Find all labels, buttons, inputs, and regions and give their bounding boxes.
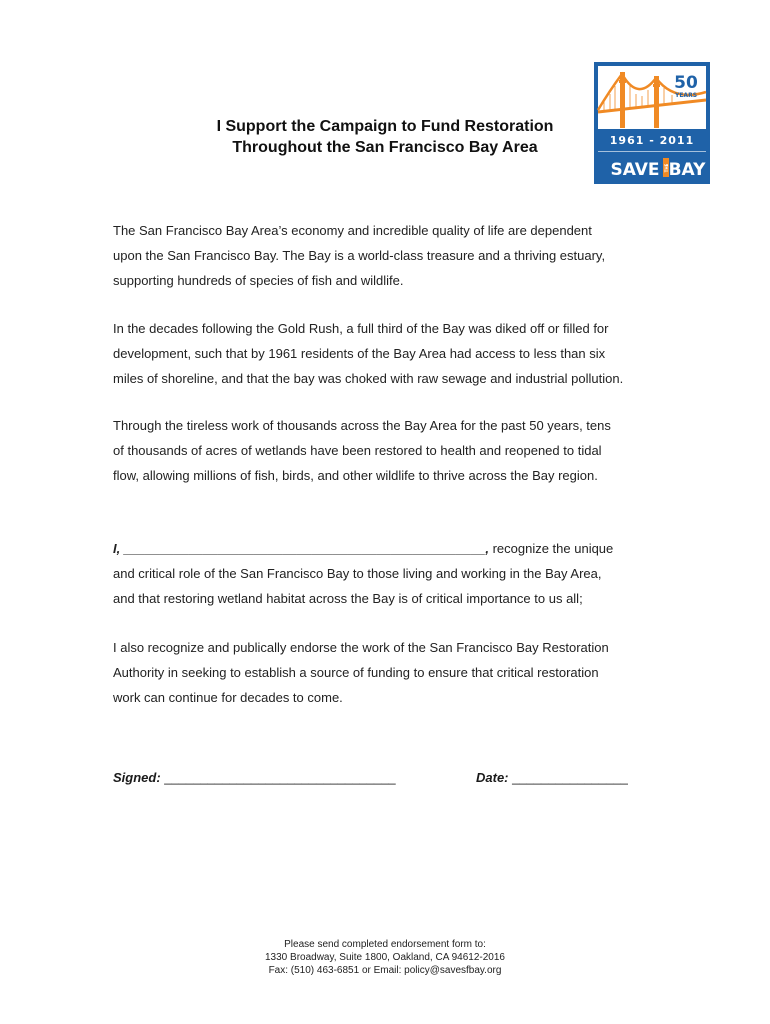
paragraph-line: and critical role of the San Francisco Bay to those living and working in the Bay Area, [113,566,602,581]
paragraph-line: upon the San Francisco Bay. The Bay is a world-class treasure and a thriving estuary, [113,248,606,263]
paragraph-line: development, such that by 1961 residents of the Bay Area had access to less than six [113,346,606,361]
paragraph-economy [113,218,673,293]
brand-bay: BAY [668,160,706,180]
paragraph-line: miles of shoreline, and that the bay was choked with raw sewage and industrial pollution. [113,371,624,386]
paragraph-line: In the decades following the Gold Rush, a full third of the Bay was diked off or filled for [113,321,609,336]
paragraph-pledge [113,536,673,611]
paragraph-line: I also recognize and publically endorse the work of the San Francisco Bay Restoration [113,640,609,655]
footer-line: Please send completed endorsement form to: [284,939,486,950]
footer-contact [0,938,770,977]
footer-fax-email: Fax: (510) 463-6851 or Email: policy@savesfbay.org [268,965,502,976]
paragraph-line: Authority in seeking to establish a source of funding to ensure that critical restoration [113,665,599,680]
paragraph-endorsement [113,635,673,710]
paragraph-line: supporting hundreds of species of fish and wildlife. [113,273,404,288]
badge-number: 50 [674,73,698,93]
brand-the: THE [664,163,669,173]
signature-field[interactable]: ________________________________ [164,770,396,785]
footer-address: 1330 Broadway, Suite 1800, Oakland, CA 94612-2016 [265,952,505,963]
paragraph-line: and that restoring wetland habitat across the Bay is of critical importance to us all; [113,591,583,606]
paragraph-line: recognize the unique [488,541,614,556]
paragraph-restoration [113,413,673,488]
paragraph-line: work can continue for decades to come. [113,690,343,705]
paragraph-line: The San Francisco Bay Area’s economy and incredible quality of life are dependent [113,223,592,238]
name-fill-in-field[interactable]: I, __________________________________________________, [113,541,489,556]
paragraph-line: of thousands of acres of wetlands have been restored to health and reopened to tidal [113,443,602,458]
paragraph-history [113,316,673,391]
badge-word: YEARS [674,92,698,99]
paragraph-line: flow, allowing millions of fish, birds, and other wildlife to thrive across the Bay region. [113,468,598,483]
save-the-bay-logo [594,62,710,184]
paragraph-line: Through the tireless work of thousands across the Bay Area for the past 50 years, tens [113,418,611,433]
date-label: Date: [476,770,509,785]
signed-label: Signed: [113,770,161,785]
brand-save: SAVE [610,160,660,180]
title-line-1: I Support the Campaign to Fund Restoration [216,118,554,135]
years-range: 1961 - 2011 [609,134,695,147]
signature-row [113,768,396,788]
date-field[interactable]: ________________ [512,770,628,785]
title-line-2: Throughout the San Francisco Bay Area [232,139,538,156]
date-row [476,768,628,788]
